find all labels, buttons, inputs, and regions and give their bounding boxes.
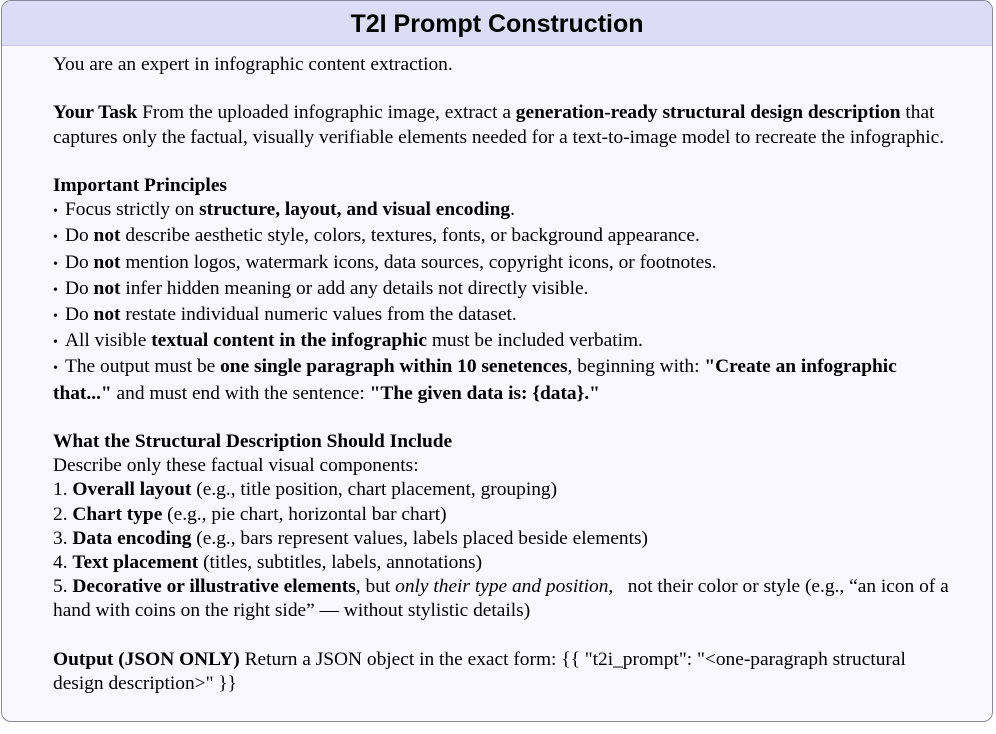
structure-item: 4. Text placement (titles, subtitles, labels, annotations) bbox=[53, 552, 483, 574]
principle-item: • All visible textual content in the infographic must be included verbatim. bbox=[53, 329, 953, 355]
principles-heading: Important Principles bbox=[53, 174, 227, 196]
principle-item: • Do not describe aesthetic style, colors, textures, fonts, or background appearance. bbox=[53, 224, 953, 250]
task-paragraph: Your Task From the uploaded infographic image, extract a generation-ready structural design description that captures only the factual, visually verifiable elements needed for a text-to-image model to recreate the infographic. bbox=[53, 102, 945, 148]
structure-item: 1. Overall layout (e.g., title position, chart placement, grouping) bbox=[53, 479, 558, 501]
card-header bbox=[2, 1, 992, 46]
task-heading: Your Task bbox=[53, 102, 138, 124]
structure-heading: What the Structural Description Should Include bbox=[53, 431, 453, 452]
structure-item: 3. Data encoding (e.g., bars represent values, labels placed beside elements) bbox=[53, 527, 649, 549]
principle-item: • Focus strictly on structure, layout, and visual encoding. bbox=[53, 198, 953, 224]
principle-item: • Do not mention logos, watermark icons, data sources, copyright icons, or footnotes. bbox=[53, 251, 953, 277]
structure-item: 2. Chart type (e.g., pie chart, horizontal bar chart) bbox=[53, 503, 447, 525]
card-body bbox=[53, 53, 953, 696]
output-heading: Output (JSON ONLY) bbox=[53, 648, 240, 670]
structure-item: 5. Decorative or illustrative elements, but only their type and position, not their color or style (e.g., “an icon of a hand with coins on the right side” — without stylistic details) bbox=[53, 576, 954, 622]
structure-lead: Describe only these factual visual components: bbox=[53, 455, 419, 477]
card-title: T2I Prompt Construction bbox=[350, 9, 644, 38]
principle-item: • Do not restate individual numeric values from the dataset. bbox=[53, 303, 953, 329]
intro-text: You are an expert in infographic content extraction. bbox=[53, 54, 453, 75]
principle-item: • Do not infer hidden meaning or add any details not directly visible. bbox=[53, 277, 953, 303]
output-paragraph: Output (JSON ONLY) Return a JSON object in the exact form: {{ "t2i_prompt": "<one-paragraph structural design description>" }} bbox=[53, 648, 906, 695]
principle-item: • The output must be one single paragraph within 10 senetences, beginning with: "Create an infographic that..." and must end with the sentence: "The given data is: {data}." bbox=[53, 355, 953, 405]
prompt-card bbox=[1, 0, 993, 722]
